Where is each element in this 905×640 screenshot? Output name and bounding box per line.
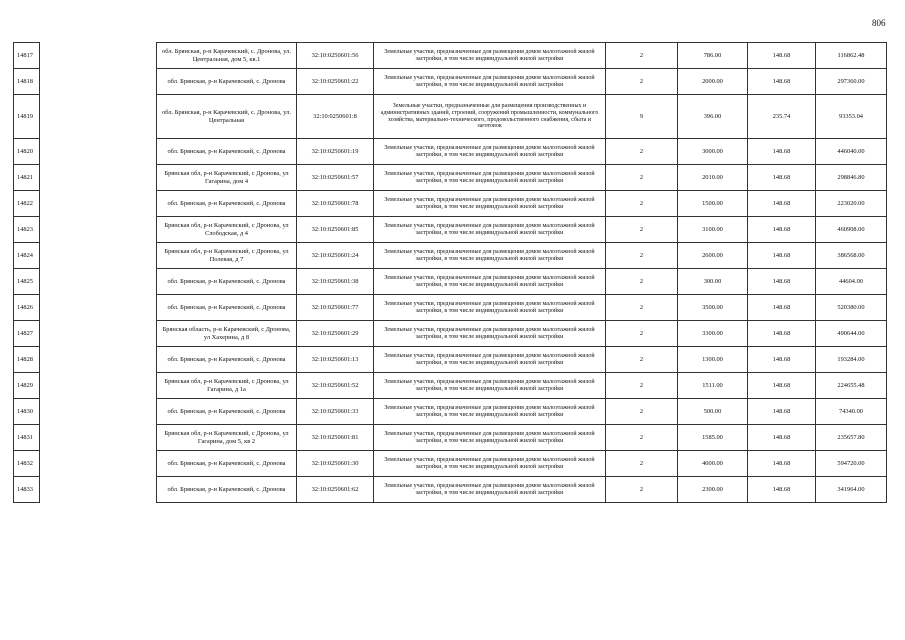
area-cell: 396.00 [678, 95, 748, 139]
gap-cell [40, 269, 157, 295]
cadastral-value-cell: 341964.00 [816, 477, 887, 503]
table-row [14, 217, 887, 243]
address-cell: обл. Брянская, р-н Карачевский, с. Дронова [157, 69, 297, 95]
permitted-use-cell: Земельные участки, предназначенные для размещения домов малоэтажной жилой застройки, в том числе индивидуальной жилой застройки [374, 477, 606, 503]
address-cell: обл. Брянская, р-н Карачевский, с. Дронова [157, 269, 297, 295]
group-cell: 9 [606, 95, 678, 139]
group-cell: 2 [606, 139, 678, 165]
row-number-cell: 14819 [14, 95, 40, 139]
cadastral-number-cell: 32:10:0250601:78 [297, 191, 374, 217]
cadastral-value-cell: 594720.00 [816, 451, 887, 477]
row-number-cell: 14832 [14, 451, 40, 477]
gap-cell [40, 95, 157, 139]
cadastral-value-cell: 93353.04 [816, 95, 887, 139]
gap-cell [40, 139, 157, 165]
address-cell: обл. Брянская, р-н Карачевский, с. Дронова [157, 191, 297, 217]
address-cell: Брянская обл, р-н Карачевский, с Дронова, ул Гагарина, дом 4 [157, 165, 297, 191]
cadastral-number-cell: 32:10:0250601:8 [297, 95, 374, 139]
address-cell: обл. Брянская, р-н Карачевский, с. Дронова, ул. Центральная, дом 5, кв.1 [157, 43, 297, 69]
area-cell: 1500.00 [678, 191, 748, 217]
cadastral-number-cell: 32:10:0250601:85 [297, 217, 374, 243]
group-cell: 2 [606, 295, 678, 321]
specific-value-cell: 148.68 [748, 451, 816, 477]
cadastral-value-cell: 460908.00 [816, 217, 887, 243]
specific-value-cell: 148.68 [748, 165, 816, 191]
group-cell: 2 [606, 451, 678, 477]
cadastral-value-cell: 298846.80 [816, 165, 887, 191]
area-cell: 3000.00 [678, 139, 748, 165]
gap-cell [40, 43, 157, 69]
table-row [14, 191, 887, 217]
group-cell: 2 [606, 399, 678, 425]
table-row [14, 451, 887, 477]
permitted-use-cell: Земельные участки, предназначенные для размещения домов малоэтажной жилой застройки, в том числе индивидуальной жилой застройки [374, 321, 606, 347]
permitted-use-cell: Земельные участки, предназначенные для размещения домов малоэтажной жилой застройки, в том числе индивидуальной жилой застройки [374, 165, 606, 191]
cadastral-value-cell: 490644.00 [816, 321, 887, 347]
cadastral-number-cell: 32:10:0250601:22 [297, 69, 374, 95]
gap-cell [40, 165, 157, 191]
row-number-cell: 14826 [14, 295, 40, 321]
address-cell: обл. Брянская, р-н Карачевский, с. Дронова, ул. Центральная [157, 95, 297, 139]
area-cell: 2600.00 [678, 243, 748, 269]
table-row [14, 373, 887, 399]
cadastral-number-cell: 32:10:0250601:33 [297, 399, 374, 425]
table-row [14, 347, 887, 373]
table-row [14, 295, 887, 321]
cadastral-value-cell: 386568.00 [816, 243, 887, 269]
row-number-cell: 14818 [14, 69, 40, 95]
row-number-cell: 14831 [14, 425, 40, 451]
cadastral-number-cell: 32:10:0250601:56 [297, 43, 374, 69]
area-cell: 2000.00 [678, 69, 748, 95]
permitted-use-cell: Земельные участки, предназначенные для размещения домов малоэтажной жилой застройки, в том числе индивидуальной жилой застройки [374, 347, 606, 373]
specific-value-cell: 148.68 [748, 425, 816, 451]
gap-cell [40, 321, 157, 347]
row-number-cell: 14833 [14, 477, 40, 503]
cadastral-number-cell: 32:10:0250601:24 [297, 243, 374, 269]
group-cell: 2 [606, 269, 678, 295]
permitted-use-cell: Земельные участки, предназначенные для размещения домов малоэтажной жилой застройки, в том числе индивидуальной жилой застройки [374, 139, 606, 165]
gap-cell [40, 399, 157, 425]
address-cell: обл. Брянская, р-н Карачевский, с. Дронова [157, 477, 297, 503]
permitted-use-cell: Земельные участки, предназначенные для размещения домов малоэтажной жилой застройки, в том числе индивидуальной жилой застройки [374, 217, 606, 243]
specific-value-cell: 148.68 [748, 69, 816, 95]
table-row [14, 43, 887, 69]
address-cell: Брянская обл, р-н Карачевский, с Дронова, ул Гагарина, д 1а [157, 373, 297, 399]
gap-cell [40, 217, 157, 243]
address-cell: обл. Брянская, р-н Карачевский, с. Дронова [157, 295, 297, 321]
gap-cell [40, 191, 157, 217]
table-row [14, 477, 887, 503]
permitted-use-cell: Земельные участки, предназначенные для размещения домов малоэтажной жилой застройки, в том числе индивидуальной жилой застройки [374, 191, 606, 217]
cadastral-number-cell: 32:10:0250601:38 [297, 269, 374, 295]
cadastral-value-cell: 235657.80 [816, 425, 887, 451]
permitted-use-cell: Земельные участки, предназначенные для размещения домов малоэтажной жилой застройки, в том числе индивидуальной жилой застройки [374, 69, 606, 95]
row-number-cell: 14824 [14, 243, 40, 269]
group-cell: 2 [606, 191, 678, 217]
specific-value-cell: 148.68 [748, 373, 816, 399]
address-cell: обл. Брянская, р-н Карачевский, с. Дронова [157, 399, 297, 425]
gap-cell [40, 295, 157, 321]
permitted-use-cell: Земельные участки, предназначенные для размещения домов малоэтажной жилой застройки, в том числе индивидуальной жилой застройки [374, 295, 606, 321]
row-number-cell: 14823 [14, 217, 40, 243]
permitted-use-cell: Земельные участки, предназначенные для размещения домов малоэтажной жилой застройки, в том числе индивидуальной жилой застройки [374, 243, 606, 269]
gap-cell [40, 451, 157, 477]
area-cell: 300.00 [678, 269, 748, 295]
cadastral-number-cell: 32:10:0250601:13 [297, 347, 374, 373]
group-cell: 2 [606, 373, 678, 399]
cadastral-number-cell: 32:10:0250601:52 [297, 373, 374, 399]
group-cell: 2 [606, 425, 678, 451]
table-row [14, 399, 887, 425]
permitted-use-cell: Земельные участки, предназначенные для размещения домов малоэтажной жилой застройки, в том числе индивидуальной жилой застройки [374, 451, 606, 477]
cadastral-value-cell: 223020.00 [816, 191, 887, 217]
cadastral-value-cell: 224655.48 [816, 373, 887, 399]
group-cell: 2 [606, 321, 678, 347]
specific-value-cell: 148.68 [748, 295, 816, 321]
area-cell: 1511.00 [678, 373, 748, 399]
area-cell: 1585.00 [678, 425, 748, 451]
gap-cell [40, 373, 157, 399]
specific-value-cell: 148.68 [748, 477, 816, 503]
table-row [14, 269, 887, 295]
row-number-cell: 14820 [14, 139, 40, 165]
table-row [14, 69, 887, 95]
address-cell: обл. Брянская, р-н Карачевский, с. Дронова [157, 347, 297, 373]
table-row [14, 321, 887, 347]
address-cell: Брянская область, р-н Карачевский, с Дронова, ул Хахерина, д 8 [157, 321, 297, 347]
area-cell: 3300.00 [678, 321, 748, 347]
group-cell: 2 [606, 243, 678, 269]
table-row [14, 243, 887, 269]
cadastral-number-cell: 32:10:0250601:62 [297, 477, 374, 503]
row-number-cell: 14827 [14, 321, 40, 347]
cadastral-value-cell: 74340.00 [816, 399, 887, 425]
gap-cell [40, 425, 157, 451]
group-cell: 2 [606, 217, 678, 243]
group-cell: 2 [606, 347, 678, 373]
area-cell: 3500.00 [678, 295, 748, 321]
table-row [14, 425, 887, 451]
cadastral-value-cell: 446040.00 [816, 139, 887, 165]
gap-cell [40, 477, 157, 503]
permitted-use-cell: Земельные участки, предназначенные для размещения домов малоэтажной жилой застройки, в том числе индивидуальной жилой застройки [374, 269, 606, 295]
area-cell: 1300.00 [678, 347, 748, 373]
specific-value-cell: 148.68 [748, 43, 816, 69]
specific-value-cell: 148.68 [748, 243, 816, 269]
table-row [14, 95, 887, 139]
area-cell: 3100.00 [678, 217, 748, 243]
group-cell: 2 [606, 43, 678, 69]
cadastral-number-cell: 32:10:0250601:30 [297, 451, 374, 477]
specific-value-cell: 148.68 [748, 347, 816, 373]
specific-value-cell: 148.68 [748, 217, 816, 243]
specific-value-cell: 148.68 [748, 399, 816, 425]
permitted-use-cell: Земельные участки, предназначенные для размещения домов малоэтажной жилой застройки, в том числе индивидуальной жилой застройки [374, 43, 606, 69]
area-cell: 786.00 [678, 43, 748, 69]
gap-cell [40, 243, 157, 269]
cadastral-value-cell: 193284.00 [816, 347, 887, 373]
permitted-use-cell: Земельные участки, предназначенные для размещения домов малоэтажной жилой застройки, в том числе индивидуальной жилой застройки [374, 399, 606, 425]
area-cell: 500.00 [678, 399, 748, 425]
address-cell: Брянская обл, р-н Карачевский, с Дронова, ул Полевая, д 7 [157, 243, 297, 269]
row-number-cell: 14828 [14, 347, 40, 373]
cadastral-value-table [13, 42, 887, 503]
area-cell: 4000.00 [678, 451, 748, 477]
row-number-cell: 14821 [14, 165, 40, 191]
gap-cell [40, 347, 157, 373]
address-cell: обл. Брянская, р-н Карачевский, с. Дронова [157, 139, 297, 165]
page-number: 806 [872, 18, 886, 28]
table-row [14, 165, 887, 191]
area-cell: 2010.00 [678, 165, 748, 191]
cadastral-number-cell: 32:10:0250601:81 [297, 425, 374, 451]
cadastral-value-cell: 44604.00 [816, 269, 887, 295]
permitted-use-cell: Земельные участки, предназначенные для размещения производственных и административных зданий, строений, сооружений промышленности, коммунального хозяйства, материально-технического, продовольственного снабжения, сбыта и заготовок [374, 95, 606, 139]
row-number-cell: 14817 [14, 43, 40, 69]
specific-value-cell: 148.68 [748, 321, 816, 347]
row-number-cell: 14822 [14, 191, 40, 217]
cadastral-number-cell: 32:10:0250601:57 [297, 165, 374, 191]
address-cell: обл. Брянская, р-н Карачевский, с. Дронова [157, 451, 297, 477]
cadastral-number-cell: 32:10:0250601:29 [297, 321, 374, 347]
cadastral-number-cell: 32:10:0250601:77 [297, 295, 374, 321]
specific-value-cell: 148.68 [748, 269, 816, 295]
group-cell: 2 [606, 165, 678, 191]
table-row [14, 139, 887, 165]
address-cell: Брянская обл, р-н Карачевский, с Дронова, ул Гагарина, дом 5, кв 2 [157, 425, 297, 451]
permitted-use-cell: Земельные участки, предназначенные для размещения домов малоэтажной жилой застройки, в том числе индивидуальной жилой застройки [374, 425, 606, 451]
permitted-use-cell: Земельные участки, предназначенные для размещения домов малоэтажной жилой застройки, в том числе индивидуальной жилой застройки [374, 373, 606, 399]
group-cell: 2 [606, 477, 678, 503]
group-cell: 2 [606, 69, 678, 95]
specific-value-cell: 148.68 [748, 191, 816, 217]
cadastral-value-cell: 116862.48 [816, 43, 887, 69]
cadastral-value-cell: 297360.00 [816, 69, 887, 95]
area-cell: 2300.00 [678, 477, 748, 503]
row-number-cell: 14829 [14, 373, 40, 399]
cadastral-value-cell: 520380.00 [816, 295, 887, 321]
row-number-cell: 14830 [14, 399, 40, 425]
cadastral-number-cell: 32:10:0250601:19 [297, 139, 374, 165]
specific-value-cell: 148.68 [748, 139, 816, 165]
gap-cell [40, 69, 157, 95]
specific-value-cell: 235.74 [748, 95, 816, 139]
row-number-cell: 14825 [14, 269, 40, 295]
address-cell: Брянская обл, р-н Карачевский, с Дронова, ул Слободская, д 4 [157, 217, 297, 243]
